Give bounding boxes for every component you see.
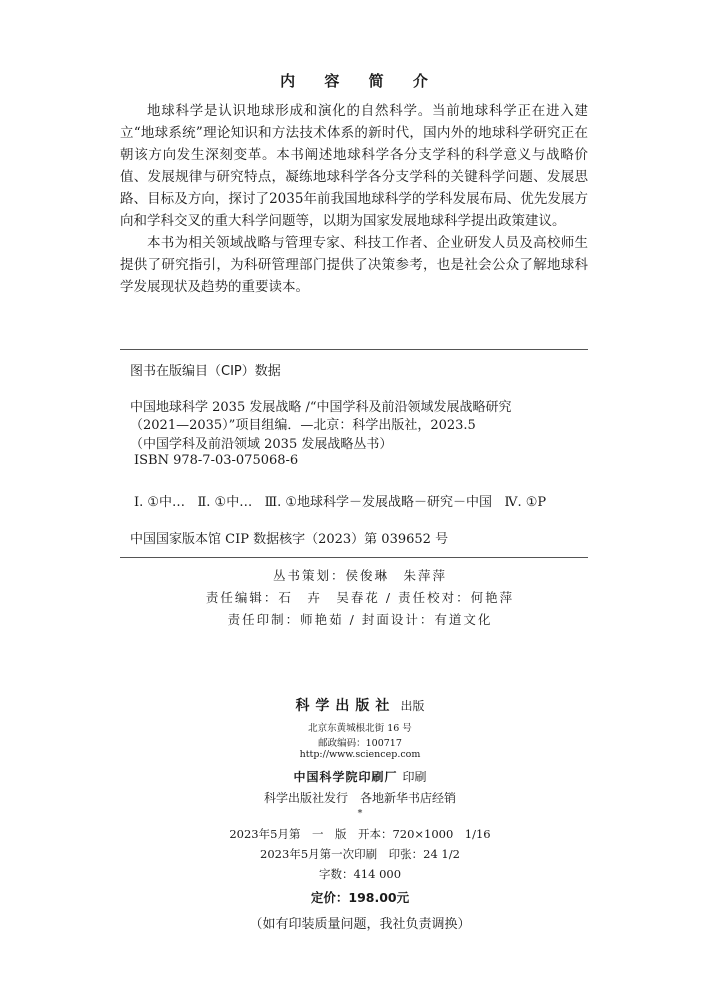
divider-bottom	[120, 557, 588, 558]
printer-suffix: 印刷	[402, 770, 427, 784]
publisher-postcode: 邮政编码：100717	[318, 738, 402, 749]
intro-section	[120, 100, 588, 298]
cip-heading: 图书在版编目（CIP）数据	[130, 364, 281, 379]
intro-paragraph-2: 本书为相关领域战略与管理专家、科技工作者、企业研发人员及高校师生提供了研究指引，为科研管理部门提供了决策参考，也是社会公众了解地球科学发展现状及趋势的重要读本。	[120, 235, 588, 295]
credits-line-2: 责任编辑：石 卉 吴春花 / 责任校对：何艳萍	[205, 590, 515, 605]
printer-line	[0, 766, 720, 785]
publisher-name: 科学出版社	[295, 698, 396, 714]
printer-name: 中国科学院印刷厂	[293, 770, 398, 784]
price-line: 定价：198.00元	[310, 890, 410, 905]
cip-isbn: ISBN 978-7-03-075068-6	[134, 453, 299, 468]
printing-line: 2023年5月第一次印刷 印张：24 1/2	[260, 847, 460, 861]
publisher-suffix: 出版	[400, 699, 425, 713]
cip-classification: Ⅰ. ①中… Ⅱ. ①中… Ⅲ. ①地球科学－发展战略－研究－中国 Ⅳ. ①P	[134, 495, 547, 510]
asterisk-separator: *	[357, 808, 363, 819]
edition-line: 2023年5月第 一 版 开本：720×1000 1/16	[229, 827, 491, 841]
divider-top	[120, 349, 588, 350]
cip-catalog-number: 中国国家版本馆 CIP 数据核字（2023）第 039652 号	[130, 532, 449, 547]
page-title: 内 容 简 介	[280, 72, 440, 90]
cip-line-3: （中国学科及前沿领域 2035 发展战略丛书）	[130, 437, 393, 452]
publisher-url: http://www.sciencep.com	[299, 749, 421, 760]
intro-paragraph-1: 地球科学是认识地球形成和演化的自然科学。当前地球科学正在进入建立“地球系统”理论知识和方法技术体系的新时代，国内外的地球科学研究正在朝该方向发生深刻变革。本书阐述地球科学各分支学科的科学意义与战略价值、发展规律与研究特点，凝练地球科学各分支学科的关键科学问题、发展思路、目标及方向，探讨了2035年前我国地球科学的学科发展布局、优先发展方向和学科交叉的重大科学问题等，以期为国家发展地球科学提出政策建议。	[120, 103, 588, 229]
wordcount-line: 字数：414 000	[318, 867, 402, 881]
publisher-line	[0, 695, 720, 715]
distribution-line: 科学出版社发行 各地新华书店经销	[263, 791, 456, 805]
cip-line-2: （2021—2035）”项目组编．—北京：科学出版社，2023.5	[130, 418, 476, 433]
credits-line-3: 责任印制：师艳茹 / 封面设计：有道文化	[227, 612, 493, 627]
publisher-address: 北京东黄城根北街 16 号	[308, 723, 412, 734]
quality-notice: （如有印装质量问题，我社负责调换）	[249, 917, 471, 932]
cip-line-1: 中国地球科学 2035 发展战略 /“中国学科及前沿领域发展战略研究	[130, 400, 512, 415]
credits-line-1: 丛书策划：侯俊琳 朱萍萍	[272, 568, 447, 583]
